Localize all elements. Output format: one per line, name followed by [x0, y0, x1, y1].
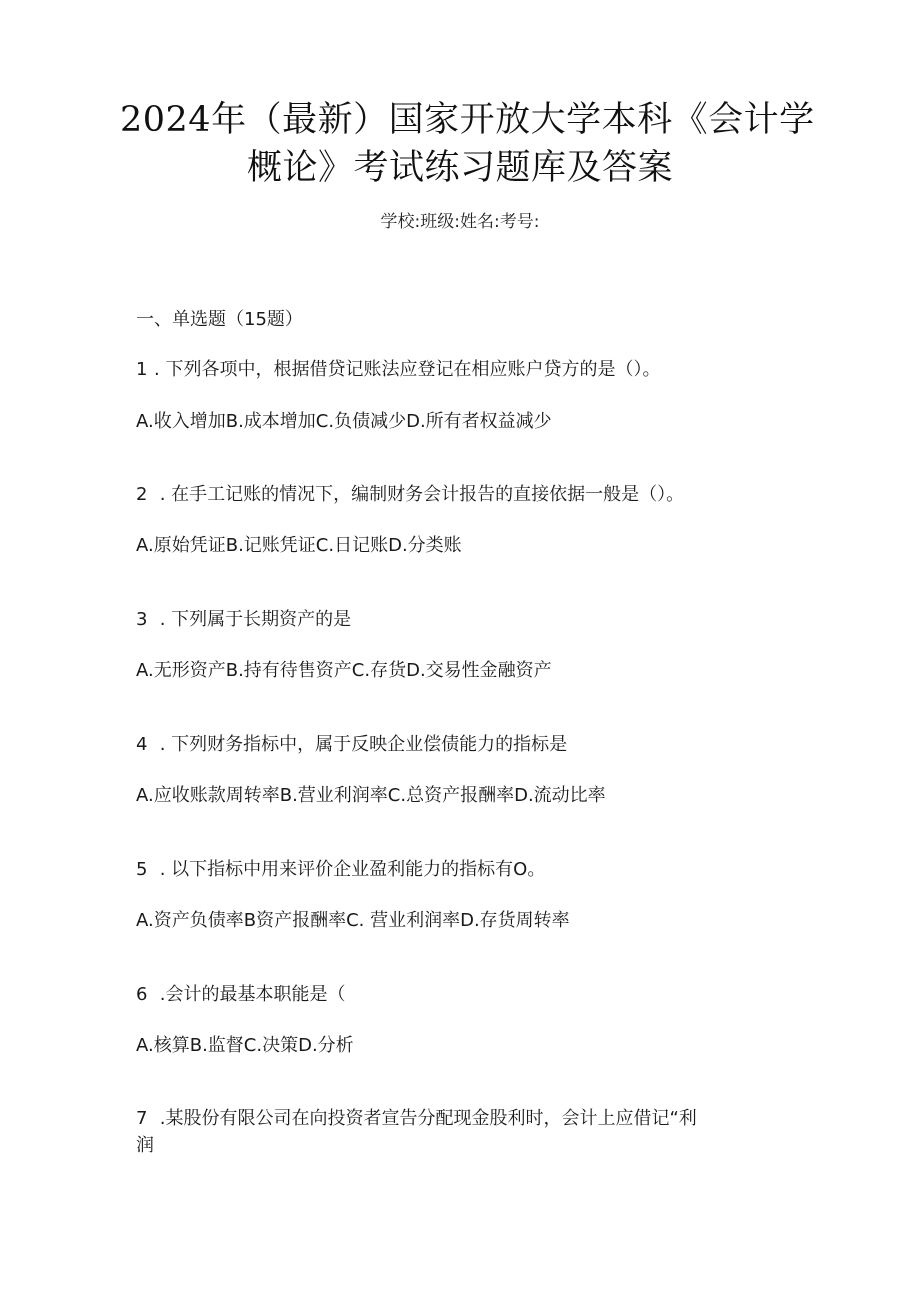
- question-3-options: A.无形资产B.持有待售资产C.存货D.交易性金融资产: [136, 660, 552, 681]
- question-text: . 下列属于长期资产的是: [154, 609, 352, 630]
- question-2: [136, 482, 684, 508]
- question-1-options: A.收入增加B.成本增加C.负债减少D.所有者权益减少: [136, 411, 552, 432]
- question-7-continuation: 润: [136, 1135, 154, 1156]
- student-info-line: 学校:班级:姓名:考号:: [380, 212, 540, 232]
- question-number: 6: [136, 984, 148, 1005]
- question-4: [136, 732, 567, 758]
- question-text: .会计的最基本职能是（: [154, 984, 346, 1005]
- question-1: [136, 357, 660, 383]
- question-text: . 下列各项中，根据借贷记账法应登记在相应账户贷方的是（）。: [154, 359, 661, 380]
- question-3: [136, 607, 351, 633]
- question-6: [136, 982, 345, 1008]
- question-text: . 以下指标中用来评价企业盈利能力的指标有O。: [154, 859, 546, 880]
- question-number: 7: [136, 1108, 148, 1129]
- question-number: 5: [136, 859, 148, 880]
- question-number: 3: [136, 609, 148, 630]
- question-6-options: A.核算B.监督C.决策D.分析: [136, 1035, 354, 1056]
- document-title-line-1: 2024年（最新）国家开放大学本科《会计学: [120, 100, 815, 140]
- question-7: [136, 1106, 697, 1132]
- question-text: . 在手工记账的情况下，编制财务会计报告的直接依据一般是（）。: [154, 484, 685, 505]
- question-5: [136, 857, 545, 883]
- question-text: .某股份有限公司在向投资者宣告分配现金股利时，会计上应借记“利: [154, 1108, 697, 1129]
- question-2-options: A.原始凭证B.记账凭证C.日记账D.分类账: [136, 535, 462, 556]
- document-title-line-2: 概论》考试练习题库及答案: [246, 148, 673, 188]
- question-4-options: A.应收账款周转率B.营业利润率C.总资产报酬率D.流动比率: [136, 785, 606, 806]
- question-number: 2: [136, 484, 148, 505]
- section-heading: 一、单选题（15题）: [136, 309, 303, 330]
- question-text: . 下列财务指标中，属于反映企业偿债能力的指标是: [154, 734, 568, 755]
- question-number: 1: [136, 359, 148, 380]
- question-number: 4: [136, 734, 148, 755]
- question-5-options: A.资产负债率B资产报酬率C. 营业利润率D.存货周转率: [136, 910, 570, 931]
